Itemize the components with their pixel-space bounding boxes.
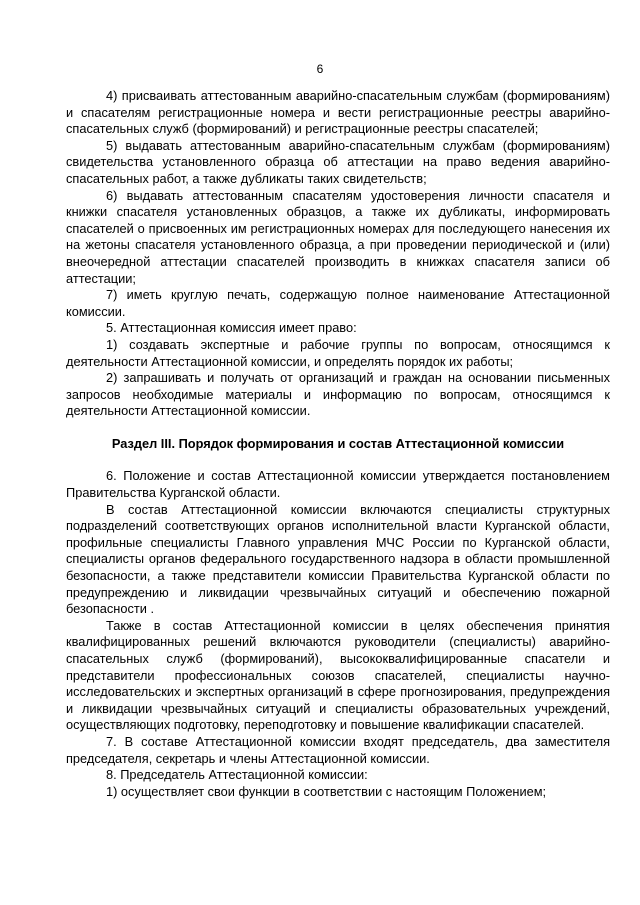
paragraph-item-4: 4) присваивать аттестованным аварийно-спасательным службам (формированиям) и спасателям регистрационные номера и вести регистрационные реестры аварийно-спасательных служб (формирований) и регистрационные реестры спасателей; xyxy=(66,88,610,137)
paragraph-clause-6: 6. Положение и состав Аттестационной комиссии утверждается постановлением Правительства Курганской области. xyxy=(66,468,610,501)
page-number: 6 xyxy=(316,62,324,76)
paragraph-composition: В состав Аттестационной комиссии включаются специалисты структурных подразделений соответствующих органов исполнительной власти Курганской области, профильные специалисты Главного управления МЧС России по Курганской области, специалисты органов федерального государственного надзора в области промышленной безопасности, а также представители комиссии Правительства Курганской области по предупреждению и ликвидации чрезвычайных ситуаций и обеспечению пожарной безопасности . xyxy=(66,501,610,617)
paragraph-chair-function-1: 1) осуществляет свои функции в соответствии с настоящим Положением; xyxy=(106,783,547,799)
paragraph-clause-5: 5. Аттестационная комиссия имеет право: xyxy=(106,320,357,336)
paragraph-right-2: 2) запрашивать и получать от организаций и граждан на основании письменных запросов необходимые материалы и информацию по вопросам, относящимся к деятельности Аттестационной комиссии. xyxy=(66,370,610,419)
paragraph-item-5: 5) выдавать аттестованным аварийно-спасательным службам (формированиям) свидетельства установленного образца об аттестации на право ведения аварийно-спасательных работ, а также дубликаты таких свидетельств; xyxy=(66,137,610,186)
section-heading: Раздел III. Порядок формирования и состав Аттестационной комиссии xyxy=(111,435,565,451)
paragraph-item-7: 7) иметь круглую печать, содержащую полное наименование Аттестационной комиссии. xyxy=(66,287,610,319)
document-body xyxy=(66,88,610,800)
paragraph-item-6: 6) выдавать аттестованным спасателям удостоверения личности спасателя и книжки спасателя установленных образцов, а также их дубликаты, информировать спасателей о присвоенных им регистрационных номерах для последующего нанесения их на жетоны спасателя установленного образца, а при проведении периодической и (или) внеочередной аттестации спасателей производить в книжках спасателя записи об аттестации; xyxy=(66,187,610,286)
paragraph-clause-7: 7. В составе Аттестационной комиссии входят председатель, два заместителя председателя, секретарь и члены Аттестационной комиссии. xyxy=(66,733,610,766)
paragraph-additional-members: Также в состав Аттестационной комиссии в целях обеспечения принятия квалифицированных решений включаются руководители (специалисты) аварийно-спасательных служб (формирований), высококвалифицированные спасатели и представители профессиональных союзов спасателей, специалисты научно-исследовательских и экспертных организаций в сфере прогнозирования, предупреждения и ликвидации чрезвычайных ситуаций и специалисты образовательных учреждений, осуществляющих подготовку, переподготовку и повышение квалификации спасателей. xyxy=(66,617,610,733)
paragraph-clause-8: 8. Председатель Аттестационной комиссии: xyxy=(106,767,368,783)
paragraph-right-1: 1) создавать экспертные и рабочие группы по вопросам, относящимся к деятельности Аттестационной комиссии, и определять порядок их работы; xyxy=(66,336,610,369)
